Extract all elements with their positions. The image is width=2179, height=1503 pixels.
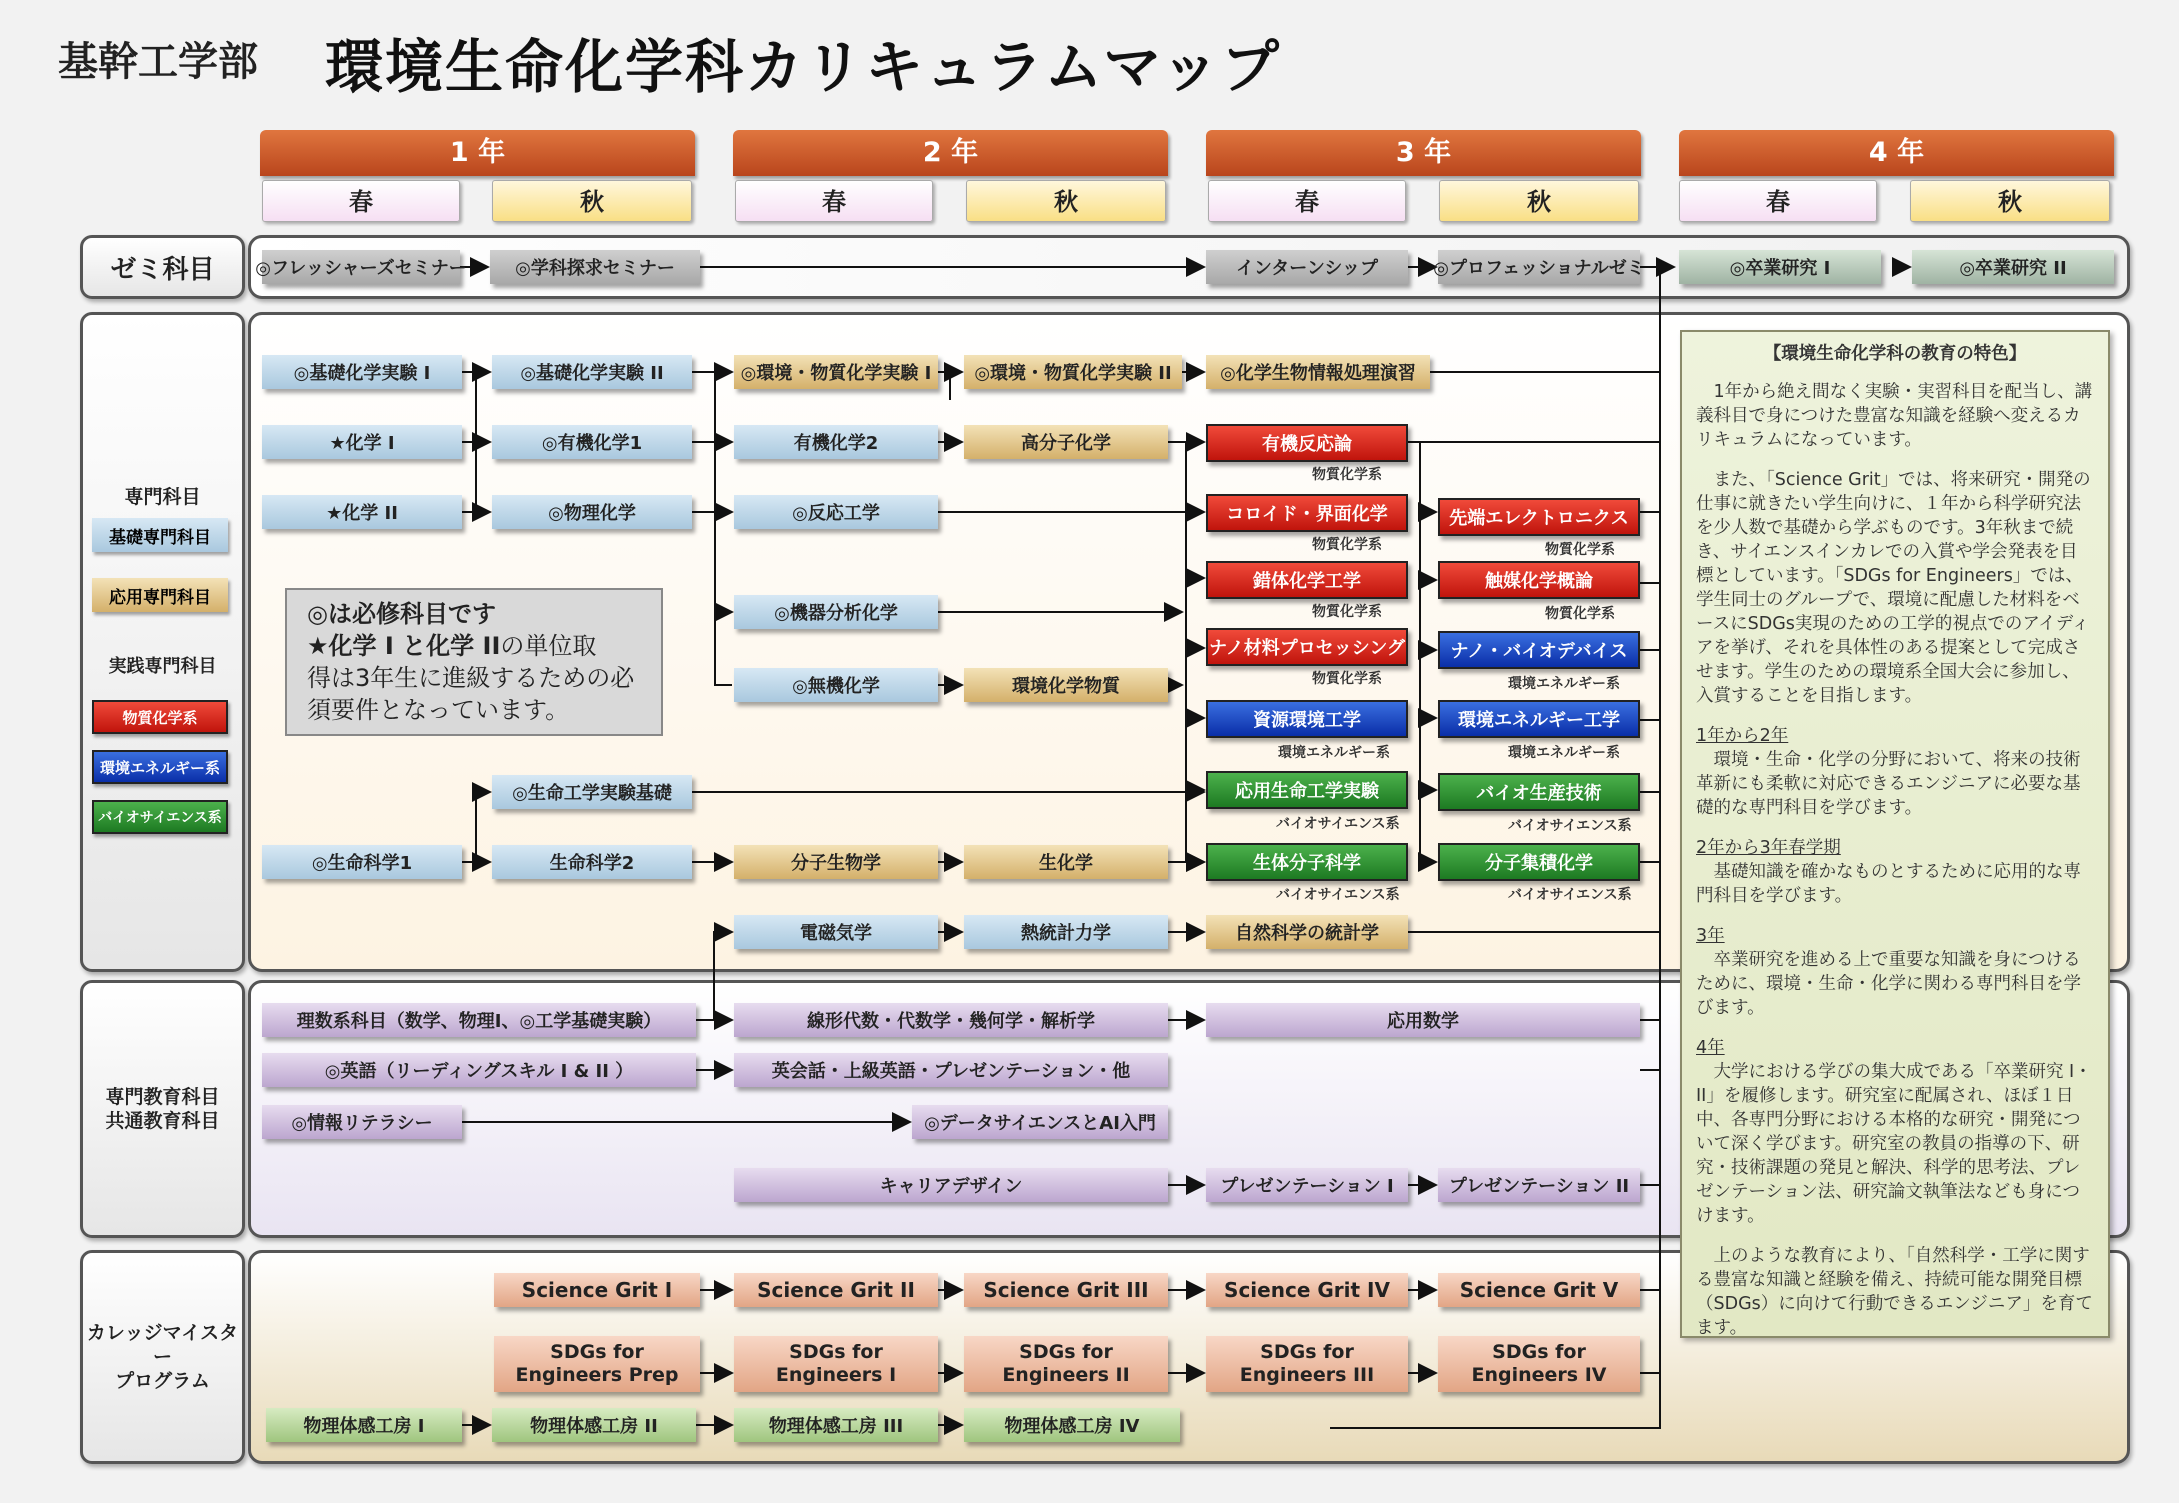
course-oyo-seimei-jikken[interactable]: 応用生命工学実験 — [1206, 771, 1408, 809]
note-line-4: 須要件となっています。 — [307, 696, 570, 724]
course-kankyo-jikken-2[interactable]: ◎環境・物質化学実験 II — [964, 355, 1182, 389]
course-sotsuken-2[interactable]: ◎卒業研究 II — [1912, 250, 2114, 284]
band-label-college: カレッジマイスター プログラム — [80, 1250, 245, 1464]
course-kankyo-busshitsu[interactable]: 環境化学物質 — [964, 668, 1168, 702]
tag-busshitsu: 物質化学系 — [1312, 537, 1382, 553]
sdgs-1-line1: SDGs for — [789, 1341, 883, 1363]
course-muki-kagaku[interactable]: ◎無機化学 — [734, 668, 938, 702]
course-seikagaku[interactable]: 生化学 — [964, 845, 1168, 879]
course-grit-3[interactable]: Science Grit III — [964, 1273, 1168, 1307]
course-presentation-1[interactable]: プレゼンテーション I — [1206, 1168, 1408, 1202]
legend-busshitsu: 物質化学系 — [92, 700, 228, 734]
sdgs-4-line1: SDGs for — [1492, 1341, 1586, 1363]
course-netsu-toukei[interactable]: 熱統計力学 — [964, 915, 1168, 949]
course-sdgs-2[interactable] — [964, 1336, 1168, 1392]
tag-busshitsu: 物質化学系 — [1312, 604, 1382, 620]
note-line-2b: の単位取 — [500, 632, 597, 660]
requirement-note — [285, 588, 663, 736]
course-seimei-1[interactable]: ◎生命科学1 — [262, 845, 462, 879]
course-tankyu-seminar[interactable]: ◎学科探求セミナー — [490, 250, 700, 284]
y1-spring: 春 — [262, 180, 460, 222]
band-label-seminar: ゼミ科目 — [80, 235, 245, 299]
course-koubou-4[interactable]: 物理体感工房 IV — [964, 1408, 1180, 1442]
course-grit-5[interactable]: Science Grit V — [1438, 1273, 1640, 1307]
panel-summary: 上のような教育により、「自然科学・工学に関する豊富な知識と経験を備え、持続可能な開発目標（SDGs）に向けて行動できるエンジニア」を育てます。 — [1696, 1246, 2093, 1338]
course-kiso-jikken-2[interactable]: ◎基礎化学実験 II — [492, 355, 692, 389]
course-koubunshi[interactable]: 高分子化学 — [964, 425, 1168, 459]
course-senkei-daisuu[interactable]: 線形代数・代数学・幾何学・解析学 — [734, 1003, 1168, 1037]
tag-kankyo: 環境エネルギー系 — [1508, 676, 1620, 692]
course-sdgs-3[interactable] — [1206, 1336, 1408, 1392]
y2-spring: 春 — [735, 180, 933, 222]
course-colloid[interactable]: コロイド・界面化学 — [1206, 494, 1408, 532]
department-title: 基幹工学部 — [58, 39, 258, 85]
tag-busshitsu: 物質化学系 — [1545, 542, 1615, 558]
band-label-common: 専門教育科目 共通教育科目 — [80, 980, 245, 1238]
course-nano-zairyou[interactable]: ナノ材料プロセッシング — [1206, 628, 1408, 666]
course-grit-1[interactable]: Science Grit I — [494, 1273, 700, 1307]
y2-autumn: 秋 — [966, 180, 1166, 222]
panel-section-3-text: 卒業研究を進める上で重要な知識を身につけるために、環境・生命・化学に関わる専門科目を学びます。 — [1696, 950, 2081, 1018]
course-kankyo-energy[interactable]: 環境エネルギー工学 — [1438, 700, 1640, 738]
course-oyo-sugaku[interactable]: 応用数学 — [1206, 1003, 1640, 1037]
course-nano-bio-device[interactable]: ナノ・バイオデバイス — [1438, 631, 1640, 669]
tag-bio: バイオサイエンス系 — [1508, 887, 1632, 903]
tag-bio: バイオサイエンス系 — [1508, 818, 1632, 834]
panel-heading: 【環境生命化学科の教育の特色】 — [1763, 344, 2027, 364]
course-kankyo-jikken-1[interactable]: ◎環境・物質化学実験 I — [734, 355, 938, 389]
course-kagaku-2[interactable]: ★化学 II — [262, 495, 462, 529]
sdgs-2-line1: SDGs for — [1019, 1341, 1113, 1363]
course-yuuki-hannou[interactable]: 有機反応論 — [1206, 424, 1408, 462]
course-shigen-kankyo[interactable]: 資源環境工学 — [1206, 700, 1408, 738]
y3-spring: 春 — [1208, 180, 1406, 222]
legend-kankyo: 環境エネルギー系 — [92, 750, 228, 784]
panel-section-1-heading: 1年から2年 — [1696, 726, 1789, 746]
course-internship[interactable]: インターンシップ — [1206, 250, 1408, 284]
course-kiso-jikken-1[interactable]: ◎基礎化学実験 I — [262, 355, 462, 389]
tag-busshitsu: 物質化学系 — [1545, 606, 1615, 622]
page-title: 環境生命化学科カリキュラムマップ — [325, 33, 1281, 101]
legend-bio: バイオサイエンス系 — [92, 800, 228, 834]
course-sdgs-4[interactable] — [1438, 1336, 1640, 1392]
course-sakutai[interactable]: 錯体化学工学 — [1206, 561, 1408, 599]
year-1-header: 1 年 — [260, 130, 695, 176]
course-freshers-seminar[interactable]: ◎フレッシャーズセミナー — [262, 250, 460, 284]
course-eikaiwa[interactable]: 英会話・上級英語・プレゼンテーション・他 — [734, 1053, 1168, 1087]
tag-bio: バイオサイエンス系 — [1276, 816, 1400, 832]
course-bunshi-seibutsu[interactable]: 分子生物学 — [734, 845, 938, 879]
course-grit-4[interactable]: Science Grit IV — [1206, 1273, 1408, 1307]
note-line-3: 得は3年生に進級するための必 — [307, 664, 635, 692]
panel-paragraph-1: 1年から絶え間なく実験・実習科目を配当し、講義科目で身につけた豊富な知識を経験へ変えるカリキュラムになっています。 — [1696, 382, 2093, 450]
course-yuuki-1[interactable]: ◎有機化学1 — [492, 425, 692, 459]
tag-bio: バイオサイエンス系 — [1276, 887, 1400, 903]
course-kagaku-1[interactable]: ★化学 I — [262, 425, 462, 459]
course-koubou-1[interactable]: 物理体感工房 I — [266, 1408, 462, 1442]
sdgs-1-line2: Engineers I — [775, 1364, 897, 1386]
course-sdgs-1[interactable] — [734, 1336, 938, 1392]
course-jouhou-enshu[interactable]: ◎化学生物情報処理演習 — [1206, 355, 1430, 389]
course-hannou-kougaku[interactable]: ◎反応工学 — [734, 495, 938, 529]
year-2-header: 2 年 — [733, 130, 1168, 176]
note-line-1: ◎は必修科目です — [307, 600, 496, 628]
course-butsuri-kagaku[interactable]: ◎物理化学 — [492, 495, 692, 529]
sdgs-3-line1: SDGs for — [1260, 1341, 1354, 1363]
course-kiki-bunseki[interactable]: ◎機器分析化学 — [734, 595, 938, 629]
legend-jissen: 実践専門科目 — [108, 656, 217, 677]
course-koubou-2[interactable]: 物理体感工房 II — [492, 1408, 696, 1442]
course-grit-2[interactable]: Science Grit II — [734, 1273, 938, 1307]
year-4-header: 4 年 — [1679, 130, 2114, 176]
education-features-panel — [1680, 330, 2110, 1338]
course-risuu[interactable]: 理数系科目（数学、物理I、◎工学基礎実験） — [262, 1003, 696, 1037]
course-seitai-bunshi[interactable]: 生体分子科学 — [1206, 843, 1408, 881]
sdgs-2-line2: Engineers II — [1002, 1364, 1130, 1386]
panel-paragraph-2: また、「Science Grit」では、将来研究・開発の仕事に就きたい学生向けに、１年から科学研究法を少人数で基礎から学ぶものです。3年秋まで続き、サイエンスインカレでの入賞や学会発表を目標としています。「SDGs for Engineers」では、学生同士のグループで、環境に配慮した材料をベースにSDGs実現のための工学的視点でのアイディアを挙げ、それを具体性のある提案として完成させます。学生のための環境系全国大会に参加し、入賞することを目指します。 — [1696, 470, 2091, 706]
note-line-2a: ★化学 I と化学 II — [307, 632, 501, 660]
legend-oyo: 応用専門科目 — [92, 578, 228, 612]
course-seimei-jikken-kiso[interactable]: ◎生命工学実験基礎 — [492, 775, 692, 809]
course-johou-literacy[interactable]: ◎情報リテラシー — [262, 1105, 462, 1139]
panel-section-2-text: 基礎知識を確かなものとするために応用的な専門科目を学びます。 — [1696, 862, 2081, 906]
panel-section-4-text: 大学における学びの集大成である「卒業研究 I・II」を履修します。研究室に配属され、ほぼ１日中、各専門分野における本格的な研究・開発について深く学びます。研究室の教員の指導の下、研究・技術課題の発見と解決、科学的思考法、プレゼンテーション法、研究論文執筆法なども身につけます。 — [1696, 1062, 2092, 1226]
sdgs-prep-line1: SDGs for — [550, 1341, 644, 1363]
course-pro-seminar[interactable]: ◎プロフェッショナルゼミ — [1438, 250, 1640, 284]
course-eigo[interactable]: ◎英語（リーディングスキル I & II ） — [262, 1053, 696, 1087]
sdgs-prep-line2: Engineers Prep — [515, 1364, 679, 1386]
tag-busshitsu: 物質化学系 — [1312, 467, 1382, 483]
y4-spring: 春 — [1679, 180, 1877, 222]
tag-kankyo: 環境エネルギー系 — [1508, 745, 1620, 761]
panel-section-2-heading: 2年から3年春学期 — [1696, 838, 1841, 858]
course-shizen-toukei[interactable]: 自然科学の統計学 — [1206, 915, 1408, 949]
tag-busshitsu: 物質化学系 — [1312, 671, 1382, 687]
tag-kankyo: 環境エネルギー系 — [1278, 745, 1390, 761]
y4-autumn: 秋 — [1910, 180, 2110, 222]
course-yuuki-2[interactable]: 有機化学2 — [734, 425, 938, 459]
panel-section-3-heading: 3年 — [1696, 926, 1725, 946]
panel-section-4-heading: 4年 — [1696, 1038, 1725, 1058]
course-bunshi-shuseki[interactable]: 分子集積化学 — [1438, 843, 1640, 881]
course-seimei-2[interactable]: 生命科学2 — [492, 845, 692, 879]
y3-autumn: 秋 — [1439, 180, 1639, 222]
year-3-header: 3 年 — [1206, 130, 1641, 176]
course-koubou-3[interactable]: 物理体感工房 III — [734, 1408, 938, 1442]
course-sotsuken-1[interactable]: ◎卒業研究 I — [1679, 250, 1881, 284]
panel-section-1-text: 環境・生命・化学の分野において、将来の技術革新にも柔軟に対応できるエンジニアに必要な基礎的な専門科目を学びます。 — [1696, 750, 2081, 818]
course-denjiki[interactable]: 電磁気学 — [734, 915, 938, 949]
legend-kiso: 基礎専門科目 — [92, 518, 228, 552]
course-sdgs-prep[interactable] — [494, 1336, 700, 1392]
sdgs-4-line2: Engineers IV — [1471, 1364, 1607, 1386]
course-shokubai[interactable]: 触媒化学概論 — [1438, 561, 1640, 599]
legend-senmon-title: 専門科目 — [124, 486, 201, 508]
y1-autumn: 秋 — [492, 180, 692, 222]
course-data-science[interactable]: ◎データサイエンスとAI入門 — [912, 1105, 1168, 1139]
course-bio-seisan[interactable]: バイオ生産技術 — [1438, 773, 1640, 811]
course-presentation-2[interactable]: プレゼンテーション II — [1438, 1168, 1640, 1202]
course-sentan-electronics[interactable]: 先端エレクトロニクス — [1438, 498, 1640, 536]
sdgs-3-line2: Engineers III — [1239, 1364, 1375, 1386]
course-career-design[interactable]: キャリアデザイン — [734, 1168, 1168, 1202]
